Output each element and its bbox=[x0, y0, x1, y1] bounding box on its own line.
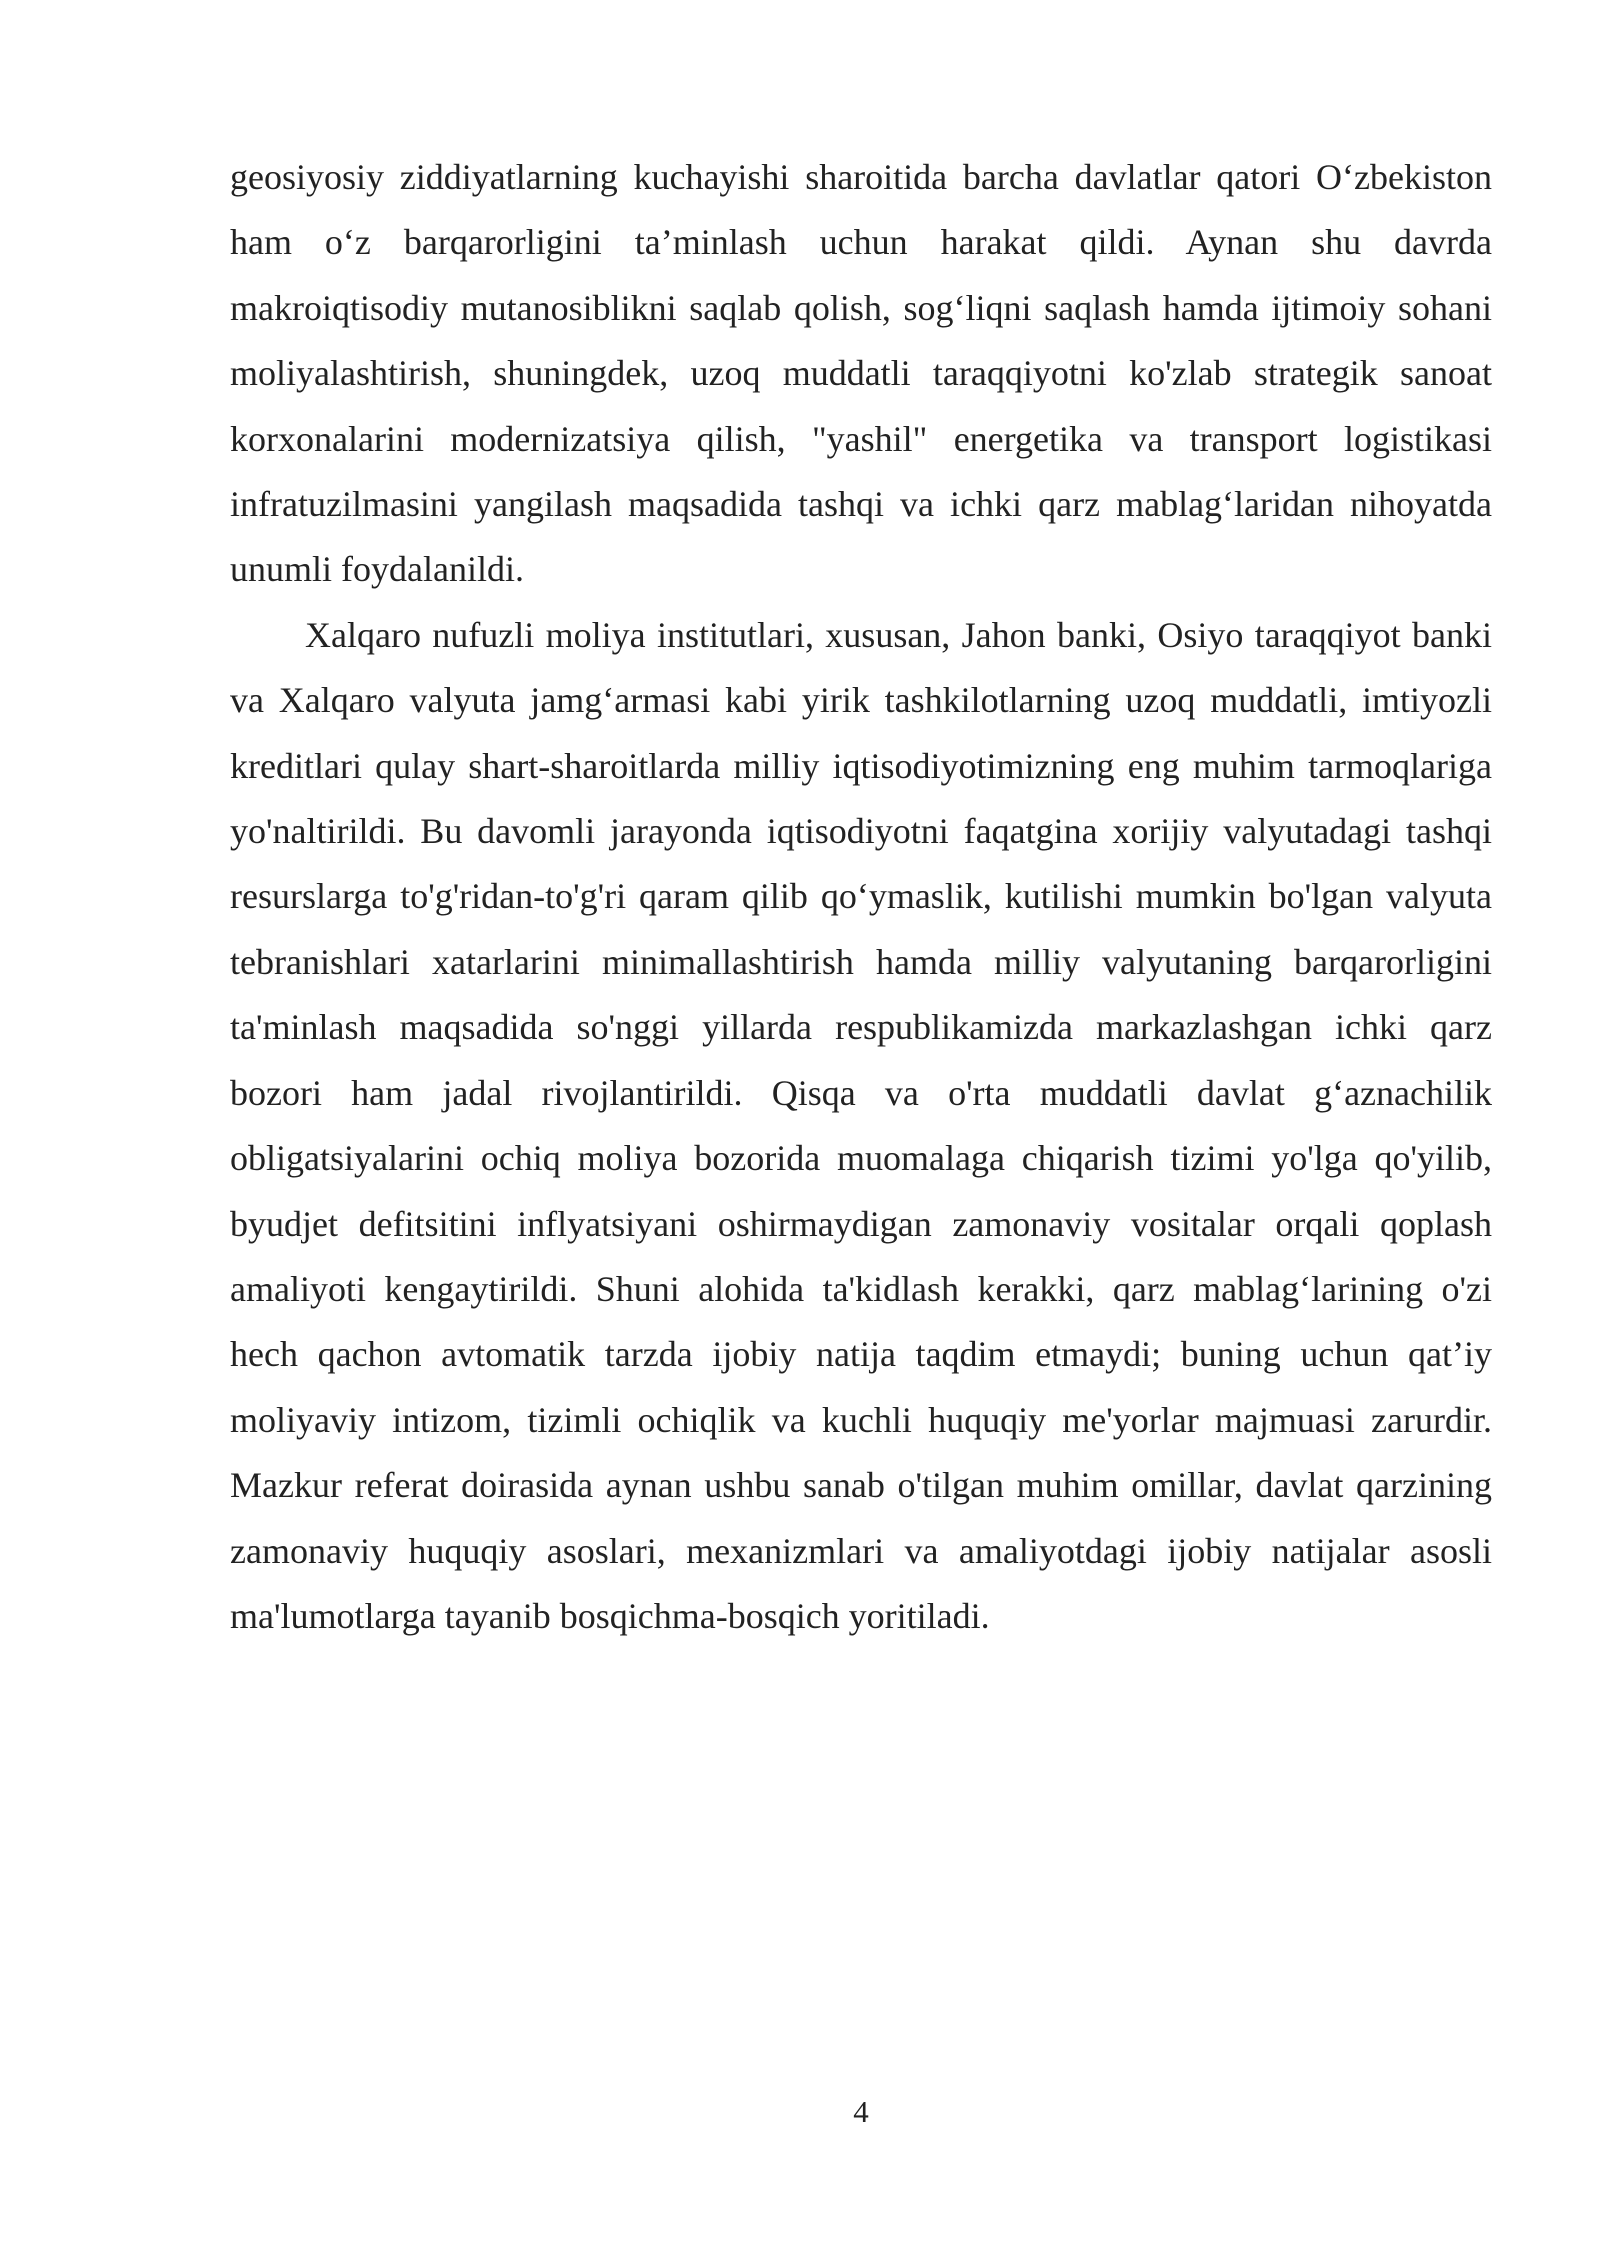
paragraph: Xalqaro nufuzli moliya institutlari, xususan, Jahon banki, Osiyo taraqqiyot banki va Xalqaro valyuta jamg‘armasi kabi yirik tashkilotlarning uzoq muddatli, imtiyozli kreditlari qulay shart-sharoitlarda milliy iqtisodiyotimizning eng muhim tarmoqlariga yo'naltirildi. Bu davomli jarayonda iqtisodiyotni faqatgina xorijiy valyutadagi tashqi resurslarga to'g'ridan-to'g'ri qaram qilib qo‘ymaslik, kutilishi mumkin bo'lgan valyuta tebranishlari xatarlarini minimallashtirish hamda milliy valyutaning barqarorligini ta'minlash maqsadida so'nggi yillarda respublikamizda markazlashgan ichki qarz bozori ham jadal rivojlantirildi. Qisqa va o'rta muddatli davlat g‘aznachilik obligatsiyalarini ochiq moliya bozorida muomalaga chiqarish tizimi yo'lga qo'yilib, byudjet defitsitini inflyatsiyani oshirmaydigan zamonaviy vositalar orqali qoplash amaliyoti kengaytirildi. Shuni alohida ta'kidlash kerakki, qarz mablag‘larining o'zi hech qachon avtomatik tarzda ijobiy natija taqdim etmaydi; buning uchun qat’iy moliyaviy intizom, tizimli ochiqlik va kuchli huquqiy me'yorlar majmuasi zarurdir. Mazkur referat doirasida aynan ushbu sanab o'tilgan muhim omillar, davlat qarzining zamonaviy huquqiy asoslari, mexanizmlari va amaliyotdagi ijobiy natijalar asosli ma'lumotlarga tayanib bosqichma-bosqich yoritiladi. bbox=[230, 614, 1492, 1636]
page-number: 4 bbox=[853, 2094, 869, 2129]
paragraph-continuation: geosiyosiy ziddiyatlarning kuchayishi sharoitida barcha davlatlar qatori O‘zbekiston ham o‘z barqarorligini ta’minlash uchun harakat qildi. Aynan shu davrda makroiqtisodiy mutanosiblikni saqlab qolish, sog‘liqni saqlash hamda ijtimoiy sohani moliyalashtirish, shuningdek, uzoq muddatli taraqqiyotni ko'zlab strategik sanoat korxonalarini modernizatsiya qilish, "yashil" energetika va transport logistikasi infratuzilmasini yangilash maqsadida tashqi va ichki qarz mablag‘laridan nihoyatda unumli foydalanildi. bbox=[230, 157, 1492, 590]
body-text bbox=[230, 145, 1492, 1649]
